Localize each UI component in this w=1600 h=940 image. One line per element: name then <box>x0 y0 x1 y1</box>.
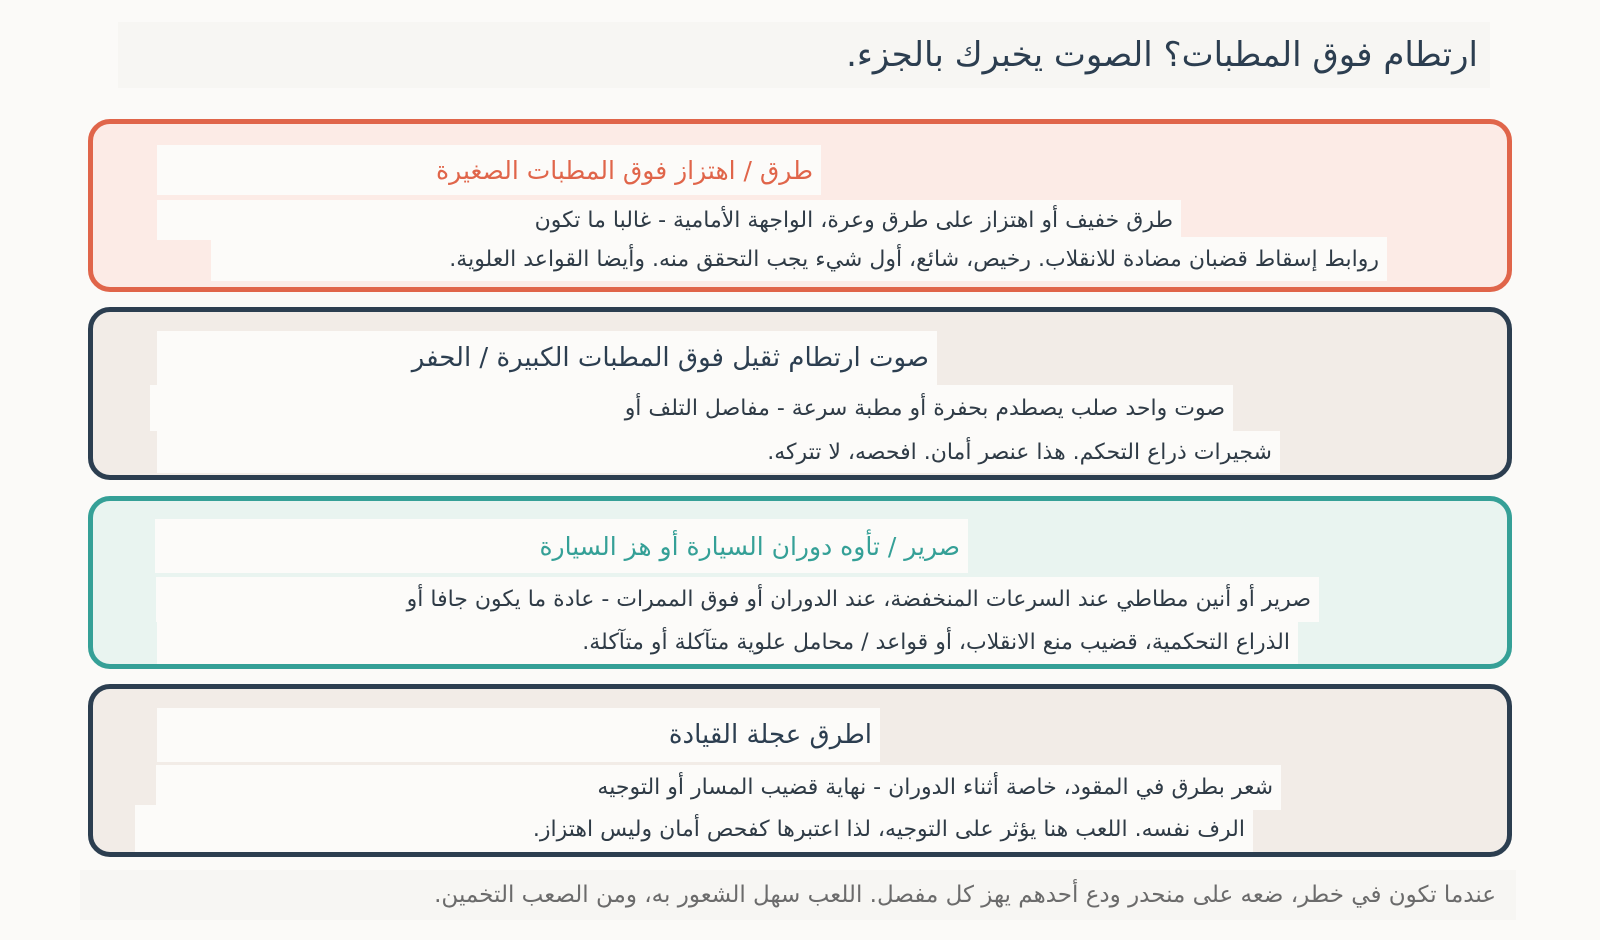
card-squeak-groan <box>88 496 1512 669</box>
card-title: صرير / تأوه دوران السيارة أو هز السيارة <box>155 519 968 573</box>
card-title: اطرق عجلة القيادة <box>157 708 880 762</box>
card-description-line1: صرير أو أنين مطاطي عند السرعات المنخفضة، عند الدوران أو فوق الممرات - عادة ما يكون جافا أو <box>156 577 1319 622</box>
card-description-line2: روابط إسقاط قضبان مضادة للانقلاب. رخيص، شائع، أول شيء يجب التحقق منه. وأيضا القواعد العلوية. <box>211 237 1387 281</box>
card-description-line2: الذراع التحكمية، قضيب منع الانقلاب، أو قواعد / محامل علوية متآكلة أو متآكلة. <box>157 620 1298 665</box>
card-description-line1: طرق خفيف أو اهتزاز على طرق وعرة، الواجهة الأمامية - غالبا ما تكون <box>157 200 1181 240</box>
card-rattle-small-bumps <box>88 119 1512 292</box>
page-title: ارتطام فوق المطبات؟ الصوت يخبرك بالجزء. <box>846 35 1478 75</box>
card-steering-knock <box>88 684 1512 857</box>
footer-text: عندما تكون في خطر، ضعه على منحدر ودع أحدهم يهز كل مفصل. اللعب سهل الشعور به، ومن الصعب التخمين. <box>434 882 1496 908</box>
card-description-line2: الرف نفسه. اللعب هنا يؤثر على التوجيه، لذا اعتبرها كفحص أمان وليس اهتزاز. <box>135 805 1253 853</box>
card-title: صوت ارتطام ثقيل فوق المطبات الكبيرة / الحفر <box>157 331 937 385</box>
card-description-line1: صوت واحد صلب يصطدم بحفرة أو مطبة سرعة - مفاصل التلف أو <box>150 385 1233 431</box>
card-title: طرق / اهتزاز فوق المطبات الصغيرة <box>157 145 821 195</box>
footer-note <box>80 870 1516 920</box>
card-description-line1: شعر بطرق في المقود، خاصة أثناء الدوران - نهاية قضيب المسار أو التوجيه <box>156 765 1281 810</box>
title-banner <box>118 22 1490 88</box>
card-description-line2: شجيرات ذراع التحكم. هذا عنصر أمان. افحصه، لا تتركه. <box>157 431 1280 473</box>
card-heavy-clunk <box>88 307 1512 480</box>
